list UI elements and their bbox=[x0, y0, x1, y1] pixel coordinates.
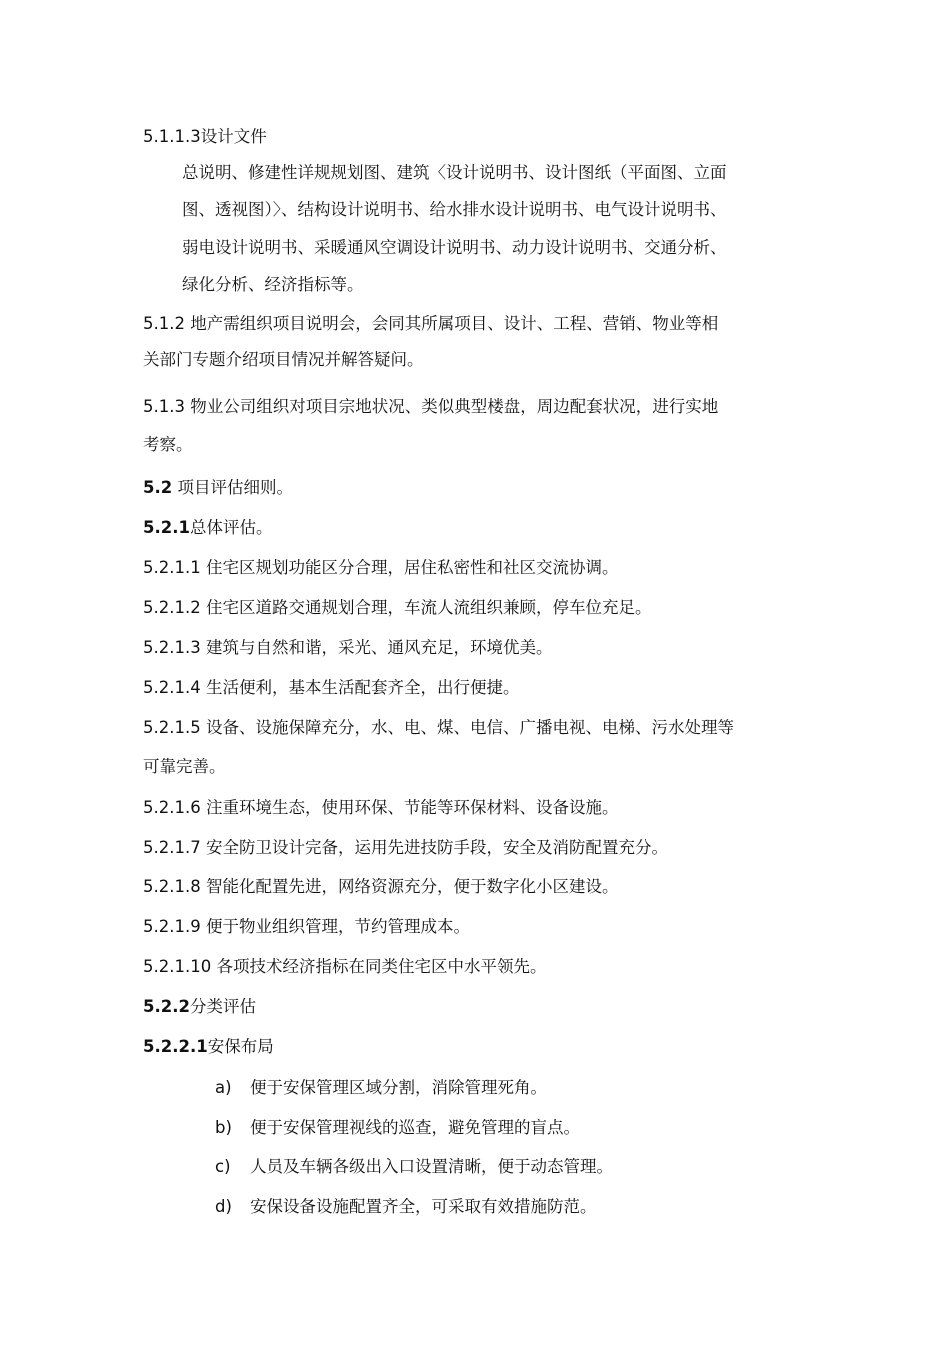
item-5-2-1-9: 5.2.1.9 便于物业组织管理，节约管理成本。 bbox=[143, 917, 470, 936]
list-item-a: 便于安保管理区域分割，消除管理死角。 bbox=[250, 1078, 547, 1097]
item-5-2-1-10: 5.2.1.10 各项技术经济指标在同类住宅区中水平领先。 bbox=[143, 957, 547, 976]
paragraph-line: 图、透视图）〉、结构设计说明书、给水排水设计说明书、电气设计说明书、 bbox=[182, 200, 727, 219]
paragraph-5-1-2-line2: 关部门专题介绍项目情况并解答疑问。 bbox=[143, 350, 424, 369]
list-item-c: 人员及车辆各级出入口设置清晰，便于动态管理。 bbox=[250, 1157, 613, 1176]
item-5-2-1-1: 5.2.1.1 住宅区规划功能区分合理，居住私密性和社区交流协调。 bbox=[143, 558, 619, 577]
list-item-b: 便于安保管理视线的巡查，避免管理的盲点。 bbox=[250, 1118, 580, 1137]
item-5-2-1-5-cont: 可靠完善。 bbox=[143, 757, 226, 776]
paragraph-5-1-3-line2: 考察。 bbox=[143, 435, 193, 454]
item-5-2-1-8: 5.2.1.8 智能化配置先进，网络资源充分，便于数字化小区建设。 bbox=[143, 877, 619, 896]
list-item-label-a: a) bbox=[215, 1078, 232, 1097]
item-5-2-1-2: 5.2.1.2 住宅区道路交通规划合理，车流人流组织兼顾，停车位充足。 bbox=[143, 598, 652, 617]
list-item-label-d: d) bbox=[215, 1197, 232, 1216]
paragraph-line: 总说明、修建性详规规划图、建筑〈设计说明书、设计图纸（平面图、立面 bbox=[182, 163, 727, 182]
paragraph-5-1-2-line1: 5.1.2 地产需组织项目说明会，会同其所属项目、设计、工程、营销、物业等相 bbox=[143, 314, 719, 333]
item-5-2-1-3: 5.2.1.3 建筑与自然和谐，采光、通风充足，环境优美。 bbox=[143, 638, 553, 657]
list-item-label-b: b) bbox=[215, 1118, 232, 1137]
item-5-2-1-5: 5.2.1.5 设备、设施保障充分，水、电、煤、电信、广播电视、电梯、污水处理等 bbox=[143, 718, 734, 737]
list-item-d: 安保设备设施配置齐全，可采取有效措施防范。 bbox=[250, 1197, 597, 1216]
heading-5-2-2: 5.2.2分类评估 bbox=[143, 997, 256, 1016]
heading-5-1-1-3: 5.1.1.3设计文件 bbox=[143, 127, 267, 146]
heading-5-2-1: 5.2.1总体评估。 bbox=[143, 518, 273, 537]
heading-5-2-2-1: 5.2.2.1安保布局 bbox=[143, 1037, 274, 1056]
paragraph-5-1-3-line1: 5.1.3 物业公司组织对项目宗地状况、类似典型楼盘，周边配套状况，进行实地 bbox=[143, 397, 719, 416]
item-5-2-1-4: 5.2.1.4 生活便利，基本生活配套齐全，出行便捷。 bbox=[143, 678, 520, 697]
list-item-label-c: c) bbox=[215, 1157, 231, 1176]
paragraph-line: 弱电设计说明书、采暖通风空调设计说明书、动力设计说明书、交通分析、 bbox=[182, 238, 727, 257]
item-5-2-1-6: 5.2.1.6 注重环境生态，使用环保、节能等环保材料、设备设施。 bbox=[143, 798, 619, 817]
paragraph-line: 绿化分析、经济指标等。 bbox=[182, 275, 364, 294]
heading-5-2: 5.2 项目评估细则。 bbox=[143, 478, 293, 497]
item-5-2-1-7: 5.2.1.7 安全防卫设计完备，运用先进技防手段，安全及消防配置充分。 bbox=[143, 838, 668, 857]
